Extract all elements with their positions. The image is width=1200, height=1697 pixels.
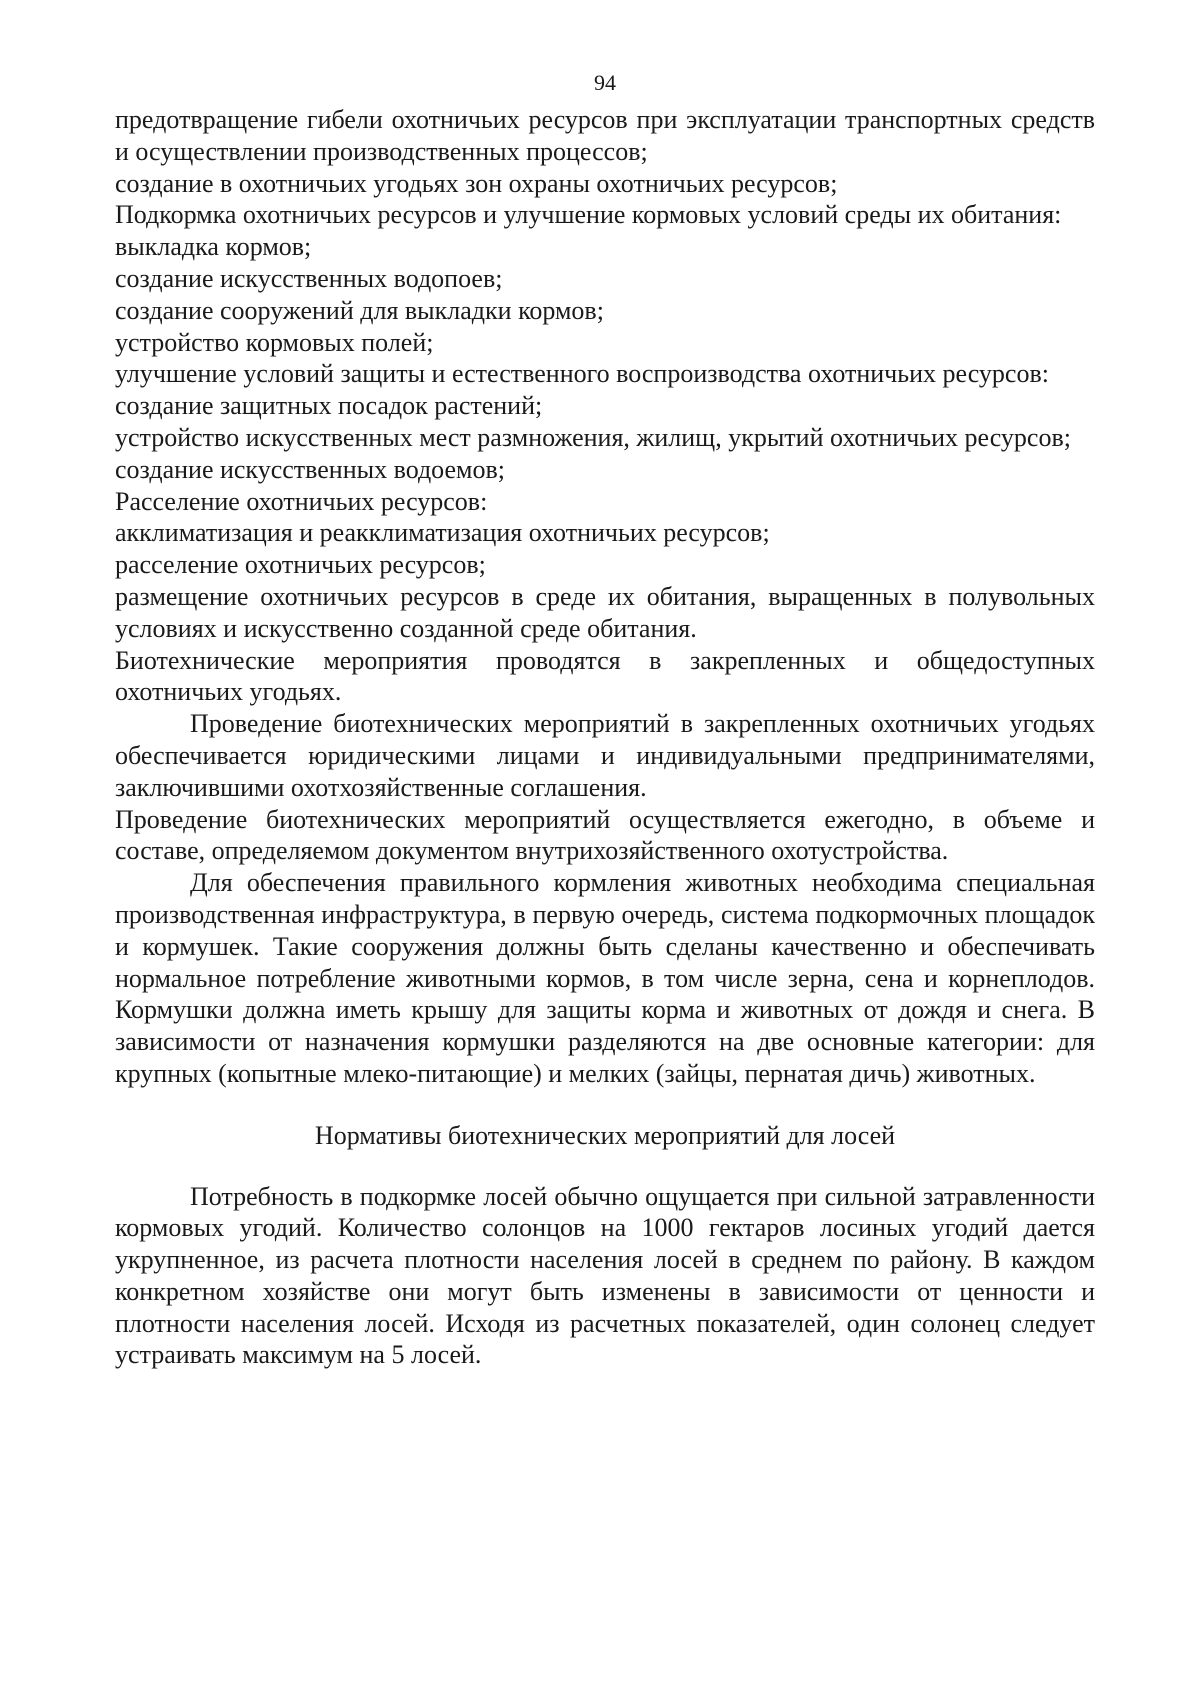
list-item: акклиматизация и реакклиматизация охотничьих ресурсов; — [115, 518, 770, 548]
list-item: расселение охотничьих ресурсов; — [115, 550, 486, 580]
paragraph: Проведение биотехнических мероприятий осуществляется ежегодно, в объеме и составе, определяемом документом внутрихозяйственного охотустройства. — [115, 804, 1095, 866]
list-item: создание защитных посадок растений; — [115, 391, 543, 421]
section-heading: Нормативы биотехнических мероприятий для лосей — [314, 1120, 896, 1150]
section-paragraph: Потребность в подкормке лосей обычно ощущается при сильной затравленности кормовых угодий. Количество солонцов на 1000 гектаров лосиных угодий дается укрупненное, из расчета плотности населения лосей в среднем по району. В каждом конкретном хозяйстве они могут быть изменены в зависимости от ценности и плотности населения лосей. Исходя из расчетных показателей, один солонец следует устраивать максимум на 5 лосей. — [115, 1181, 1095, 1370]
paragraph: улучшение условий защиты и естественного воспроизводства охотничьих ресурсов: — [115, 359, 1049, 389]
paragraph: Расселение охотничьих ресурсов: — [115, 486, 488, 516]
paragraph: Биотехнические мероприятия проводятся в закрепленных и общедоступных охотничьих угодьях. — [115, 645, 1095, 707]
list-item: создание сооружений для выкладки кормов; — [115, 295, 604, 325]
list-item: размещение охотничьих ресурсов в среде их обитания, выращенных в полувольных условиях и искусственно созданной среде обитания. — [115, 581, 1095, 643]
paragraph: предотвращение гибели охотничьих ресурсов при эксплуатации транспортных средств и осуществлении производственных процессов; — [115, 105, 1095, 166]
list-item: выкладка кормов; — [115, 232, 312, 262]
paragraph: Проведение биотехнических мероприятий в закрепленных охотничьих угодьях обеспечивается юридическими лицами и индивидуальными предпринимателями, заключившими охотхозяйственные соглашения. — [115, 709, 1095, 802]
document-page — [115, 70, 1095, 1371]
list-item: создание искусственных водопоев; — [115, 263, 503, 293]
list-item: создание искусственных водоемов; — [115, 454, 505, 484]
list-item: устройство искусственных мест размножения, жилищ, укрытий охотничьих ресурсов; — [115, 422, 1071, 452]
page-number: 94 — [594, 70, 616, 95]
list-item: устройство кормовых полей; — [115, 327, 434, 357]
paragraph: Для обеспечения правильного кормления животных необходима специальная производственная инфраструктура, в первую очередь, система подкормочных площадок и кормушек. Такие сооружения должны быть сделаны качественно и обеспечивать нормальное потребление животными кормов, в том числе зерна, сена и корнеплодов. Кормушки должна иметь крышу для защиты корма и животных от дождя и снега. В зависимости от назначения кормушки разделяются на две основные категории: для крупных (копытные млеко-питающие) и мелких (зайцы, пернатая дичь) животных. — [115, 868, 1095, 1088]
paragraph: Подкормка охотничьих ресурсов и улучшение кормовых условий среды их обитания: — [115, 200, 1062, 230]
paragraph: создание в охотничьих угодьях зон охраны охотничьих ресурсов; — [115, 168, 838, 198]
